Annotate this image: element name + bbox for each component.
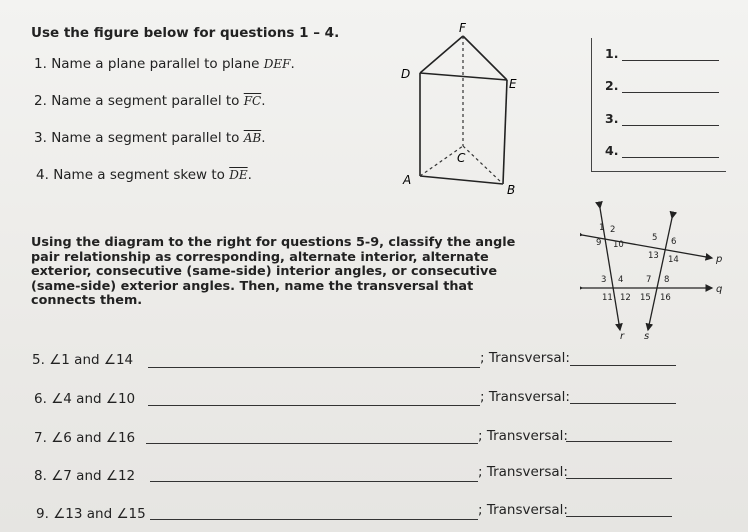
edge-eb xyxy=(503,80,507,184)
edge-fd xyxy=(420,36,463,73)
question-number: 2. xyxy=(34,93,47,109)
answer-label-1: 1. xyxy=(605,46,619,61)
angle-label: 8 xyxy=(664,275,670,285)
segment-ref: $\overline{AB}$ xyxy=(243,131,262,145)
classification-line-6[interactable] xyxy=(148,405,480,406)
question-8 xyxy=(34,468,135,484)
angle-label: 13 xyxy=(648,251,659,261)
question-3 xyxy=(34,130,266,146)
answer-line-3[interactable] xyxy=(622,125,719,126)
angle-label: 12 xyxy=(620,293,631,303)
label-d: D xyxy=(401,67,411,81)
question-number: 7. xyxy=(34,430,47,446)
answer-label-2: 2. xyxy=(605,78,619,93)
label-line-q: q xyxy=(716,284,723,295)
edge-cb-hidden xyxy=(463,146,503,184)
edge-ab xyxy=(420,176,503,184)
instructions-paragraph: Using the diagram to the right for questions 5-9, classify the angle pair relationship as corresponding, alternate interior, alternate exterior, consecutive (same-side) interior angles, or consecutive (same-side) exterior angles. Then, name the transversal that connects them. xyxy=(31,235,516,308)
label-line-r: r xyxy=(620,331,625,340)
plane-ref: DEF xyxy=(263,57,291,71)
classification-line-8[interactable] xyxy=(150,481,478,482)
answer-line-4[interactable] xyxy=(622,157,719,158)
question-4 xyxy=(36,167,252,183)
angle-pair: ∠7 and ∠12 xyxy=(51,468,136,484)
angle-pair: ∠4 and ∠10 xyxy=(51,391,136,407)
angle-label: 6 xyxy=(671,237,677,247)
question-number: 6. xyxy=(34,391,47,407)
angle-label: 15 xyxy=(640,293,651,303)
punct: . xyxy=(290,56,295,72)
angle-label: 5 xyxy=(652,233,658,243)
prism-figure xyxy=(395,18,535,198)
angle-label: 7 xyxy=(646,275,652,285)
transversal-line-8[interactable] xyxy=(566,478,672,479)
angle-label: 14 xyxy=(668,255,679,265)
transversal-label-5: ; Transversal: xyxy=(480,350,570,366)
answer-line-1[interactable] xyxy=(622,60,719,61)
transversal-line-9[interactable] xyxy=(566,516,672,517)
question-number: 8. xyxy=(34,468,47,484)
section-title: Use the figure below for questions 1 – 4. xyxy=(31,25,340,41)
question-text: Name a segment skew to xyxy=(53,167,230,183)
angle-label: 16 xyxy=(660,293,671,303)
answer-label-4: 4. xyxy=(605,143,619,158)
answer-label-3: 3. xyxy=(605,111,619,126)
angle-pair: ∠6 and ∠16 xyxy=(51,430,136,446)
transversal-line-6[interactable] xyxy=(570,403,676,404)
angle-label: 4 xyxy=(618,275,624,285)
label-c: C xyxy=(457,151,466,165)
label-line-p: p xyxy=(716,254,723,265)
angle-label: 11 xyxy=(602,293,613,303)
question-7 xyxy=(34,430,135,446)
parallel-lines-diagram xyxy=(580,200,730,340)
question-number: 3. xyxy=(34,130,47,146)
classification-line-7[interactable] xyxy=(146,443,478,444)
angle-label: 3 xyxy=(601,275,607,285)
angle-label: 10 xyxy=(613,240,624,250)
label-e: E xyxy=(509,77,517,91)
segment-ref: $\overline{FC}$ xyxy=(243,94,262,108)
angle-label: 9 xyxy=(596,238,602,248)
question-number: 4. xyxy=(36,167,49,183)
punct: . xyxy=(261,130,266,146)
question-text: Name a segment parallel to xyxy=(51,93,244,109)
punct: . xyxy=(261,93,266,109)
line-p xyxy=(582,235,712,258)
answer-line-2[interactable] xyxy=(622,92,719,93)
label-b: B xyxy=(507,183,516,197)
transversal-label-9: ; Transversal: xyxy=(478,502,568,518)
angle-pair: ∠13 and ∠15 xyxy=(53,506,146,522)
angle-label: 2 xyxy=(610,225,616,235)
question-number: 5. xyxy=(32,352,45,368)
transversal-label-8: ; Transversal: xyxy=(478,464,568,480)
label-f: F xyxy=(459,21,466,35)
question-6 xyxy=(34,391,135,407)
transversal-line-7[interactable] xyxy=(566,441,672,442)
question-number: 9. xyxy=(36,506,49,522)
transversal-label-7: ; Transversal: xyxy=(478,428,568,444)
transversal-line-5[interactable] xyxy=(570,365,676,366)
classification-line-5[interactable] xyxy=(148,367,480,368)
question-5 xyxy=(32,352,133,368)
question-text: Name a plane parallel to plane xyxy=(51,56,264,72)
question-9 xyxy=(36,506,146,522)
label-line-s: s xyxy=(644,331,650,340)
label-a: A xyxy=(403,173,412,187)
edge-fe xyxy=(463,36,507,80)
transversal-label-6: ; Transversal: xyxy=(480,389,570,405)
question-number: 1. xyxy=(34,56,47,72)
punct: . xyxy=(247,167,252,183)
classification-line-9[interactable] xyxy=(150,519,478,520)
angle-pair: ∠1 and ∠14 xyxy=(49,352,134,368)
angle-label: 1 xyxy=(599,223,605,233)
question-text: Name a segment parallel to xyxy=(51,130,244,146)
question-2 xyxy=(34,93,266,109)
question-1 xyxy=(34,56,295,72)
segment-ref: $\overline{DE}$ xyxy=(229,168,248,182)
